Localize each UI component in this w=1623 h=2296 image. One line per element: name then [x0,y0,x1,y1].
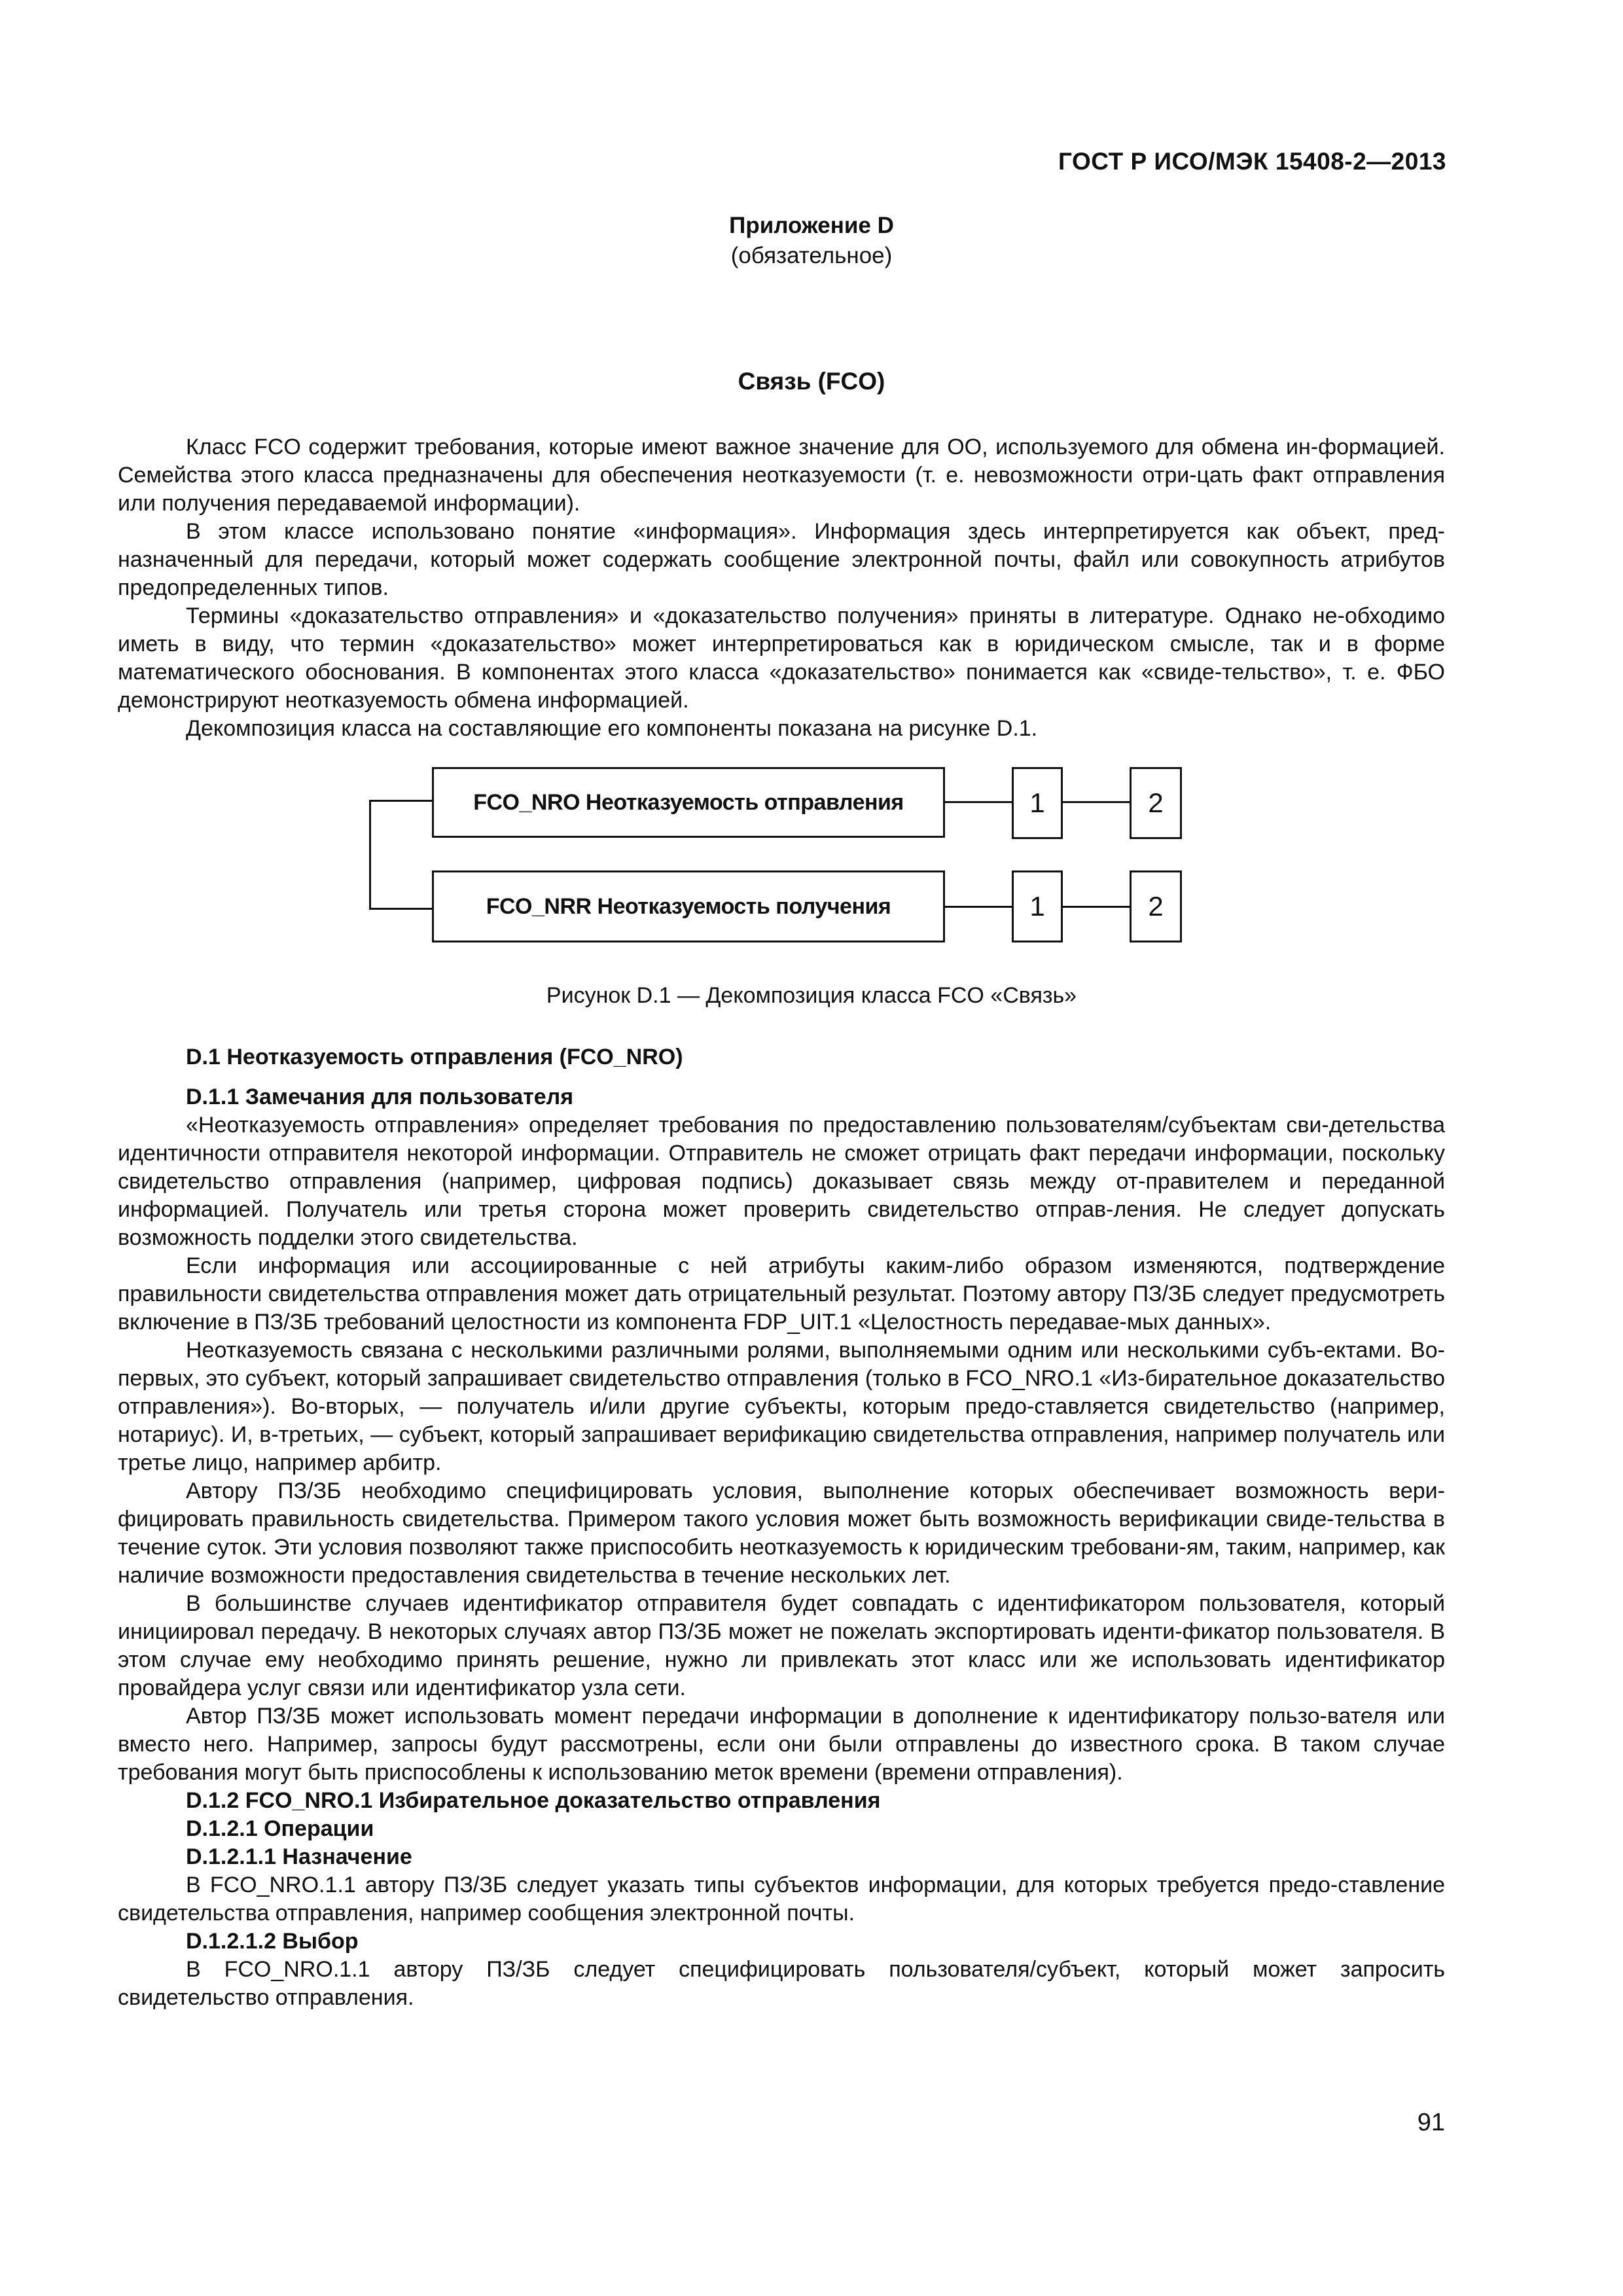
paragraph: Термины «доказательство отправления» и «доказательство получения» приняты в литературе. Однако не-обходимо иметь в виду, что термин «доказательство» может интерпретироваться как в юридическом смысле, так и в форме математического обоснования. В компонентах этого класса «доказательство» понимается как «свиде-тельство», т. е. ФБО демонстрируют неотказуемость обмена информацией. [118,603,1445,713]
paragraph: Автор ПЗ/ЗБ может использовать момент передачи информации в дополнение к идентификатору пользо-вателя или вместо него. Например, запросы будут рассмотрены, если они были отправлены до известного срока. В таком случае требования могут быть приспособлены к использованию меток времени (времени отправления). [118,1704,1445,1785]
paragraph: Неотказуемость связана с несколькими различными ролями, выполняемыми одним или несколькими субъ-ектами. Во-первых, это субъект, который запрашивает свидетельство отправления (только в FCO_NRO.1 «Из-бирательное доказательство отправления»). Во-вторых, — получатель и/или другие субъекты, которым предо-ставляется свидетельство (например, нотариус). И, в-третьих, — субъект, который запрашивает верификацию свидетельства отправления, например получатель или третье лицо, например арбитр. [118,1338,1445,1475]
component-number: 2 [1148,787,1164,818]
subsection-heading: D.1.2.1 Операции [186,1816,374,1841]
paragraph: Если информация или ассоциированные с ней атрибуты каким-либо образом изменяются, подтверждение правильности свидетельства отправления может дать отрицательный результат. Поэтому автору ПЗ/ЗБ следует предусмотреть включение в ПЗ/ЗБ требований целостности из компонента FDP_UIT.1 «Целостность передавае-мых данных». [118,1253,1445,1335]
paragraph: В этом классе использовано понятие «информация». Информация здесь интерпретируется как объект, пред-назначенный для передачи, который может содержать сообщение электронной почты, файл или совокупность атрибутов предопределенных типов. [118,519,1445,600]
paragraph: Декомпозиция класса на составляющие его компоненты показана на рисунке D.1. [186,716,1038,741]
intro-text [118,433,1445,743]
standard-designation: ГОСТ Р ИСО/МЭК 15408-2—2013 [1058,148,1446,175]
annex-label: Приложение D [729,213,894,238]
connector-line [369,800,433,802]
subsection-heading: D.1.2.1.2 Выбор [186,1929,359,1954]
component-number: 1 [1029,891,1045,922]
section-d1 [118,1043,1445,2012]
connector-line [369,908,433,910]
annex-status: (обязательное) [730,243,893,268]
paragraph: Автору ПЗ/ЗБ необходимо специфицировать условия, выполнение которых обеспечивает возможность вери-фицировать правильность свидетельства. Примером такого условия может быть возможность верификации свиде-тельства в течение суток. Эти условия позволяют также приспособить неотказуемость к юридическим требовани-ям, таким, например, как наличие возможности предоставления свидетельства в течение нескольких лет. [118,1479,1445,1588]
connector-line [1063,906,1130,908]
component-level-box [1012,870,1063,942]
component-level-box [1130,767,1182,839]
component-level-box [1130,870,1182,942]
page-number: 91 [1417,2109,1445,2136]
subsection-heading: D.1.2.1.1 Назначение [186,1844,412,1869]
connector-line [945,801,1012,803]
fco-nrr-box [432,870,945,942]
paragraph: В FCO_NRO.1.1 автору ПЗ/ЗБ следует указать типы субъектов информации, для которых требуется предо-ставление свидетельства отправления, например сообщения электронной почты. [118,1873,1445,1926]
paragraph: В большинстве случаев идентификатор отправителя будет совпадать с идентификатором пользователя, который инициировал передачу. В некоторых случаях автор ПЗ/ЗБ может не пожелать экспортировать иденти-фикатор пользователя. В этом случае ему необходимо принять решение, нужно ли привлекать этот класс или же использовать идентификатор провайдера услуг связи или идентификатор узла сети. [118,1591,1445,1700]
figure-caption: Рисунок D.1 — Декомпозиция класса FCO «Связь» [546,983,1077,1008]
fco-nrr-label: FCO_NRR Неотказуемость получения [486,893,891,919]
paragraph: В FCO_NRO.1.1 автору ПЗ/ЗБ следует специфицировать пользователя/субъект, который может запросить свидетельство отправления. [118,1957,1445,2010]
paragraph: «Неотказуемость отправления» определяет требования по предоставлению пользователям/субъектам сви-детельства идентичности отправителя некоторой информации. Отправитель не сможет отрицать факт передачи информации, поскольку свидетельство отправления (например, цифровая подпись) доказывает связь между от-правителем и переданной информацией. Получатель или третья сторона может проверить свидетельство отправ-ления. Не следует допускать возможность подделки этого свидетельства. [118,1113,1445,1250]
component-level-box [1012,767,1063,839]
annex-heading [0,211,1623,271]
component-number: 2 [1148,891,1164,922]
paragraph: Класс FCO содержит требования, которые имеют важное значение для ОО, используемого для обмена ин-формацией. Семейства этого класса предназначены для обеспечения неотказуемости (т. е. невозможности отри-цать факт отправления или получения передаваемой информации). [118,435,1445,516]
connector-line [369,800,371,910]
fco-nro-box [432,767,945,838]
connector-line [1063,801,1130,803]
section-heading: D.1 Неотказуемость отправления (FCO_NRO) [186,1045,683,1069]
subsection-heading: D.1.2 FCO_NRO.1 Избирательное доказательство отправления [186,1788,881,1813]
component-number: 1 [1029,787,1045,818]
subsection-heading: D.1.1 Замечания для пользователя [186,1085,574,1109]
page-title: Связь (FCO) [738,368,885,395]
fco-nro-label: FCO_NRO Неотказуемость отправления [473,789,904,815]
connector-line [945,906,1012,908]
